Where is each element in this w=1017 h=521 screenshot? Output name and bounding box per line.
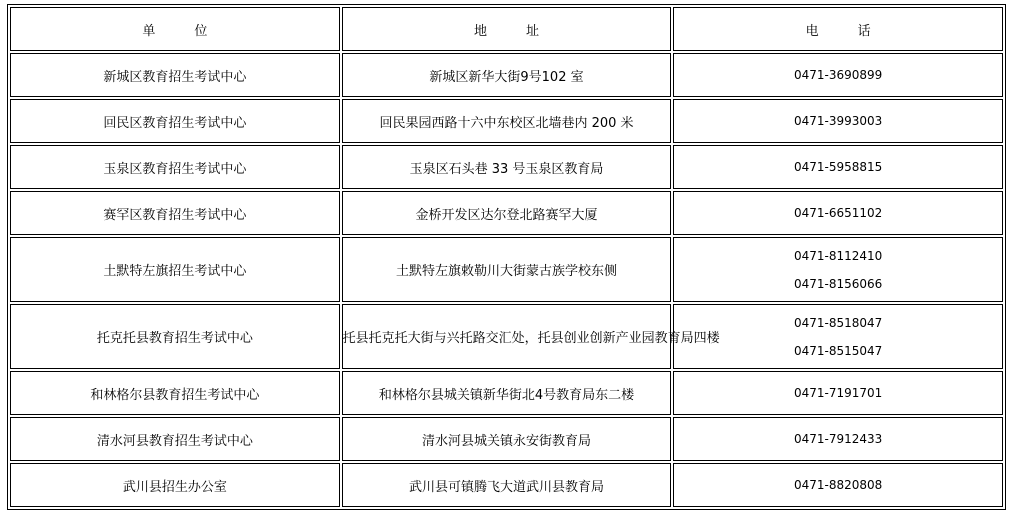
table-row <box>10 417 1003 461</box>
address-cell: 玉泉区石头巷 33 号玉泉区教育局 <box>342 145 672 189</box>
unit-cell: 新城区教育招生考试中心 <box>10 53 340 97</box>
header-address: 地 址 <box>342 7 672 51</box>
table-row <box>10 463 1003 507</box>
phone-cell <box>673 53 1003 97</box>
address-cell: 和林格尔县城关镇新华街北4号教育局东二楼 <box>342 371 672 415</box>
table-row <box>10 99 1003 143</box>
phone-number: 0471-3690899 <box>794 67 883 82</box>
address-cell: 托县托克托大街与兴托路交汇处，托县创业创新产业园教育局四楼 <box>342 304 672 369</box>
unit-cell: 赛罕区教育招生考试中心 <box>10 191 340 235</box>
table-row <box>10 53 1003 97</box>
contact-table-wrapper <box>7 4 1006 510</box>
unit-cell: 托克托县教育招生考试中心 <box>10 304 340 369</box>
unit-cell: 土默特左旗招生考试中心 <box>10 237 340 302</box>
address-cell: 回民果园西路十六中东校区北墙巷内 200 米 <box>342 99 672 143</box>
table-row <box>10 371 1003 415</box>
phone-list <box>674 249 1002 291</box>
phone-number: 0471-8515047 <box>794 343 883 358</box>
unit-cell: 和林格尔县教育招生考试中心 <box>10 371 340 415</box>
phone-number: 0471-8820808 <box>794 477 883 492</box>
table-row <box>10 237 1003 302</box>
address-cell: 清水河县城关镇永安街教育局 <box>342 417 672 461</box>
phone-number: 0471-7191701 <box>794 385 883 400</box>
phone-cell <box>673 371 1003 415</box>
phone-cell <box>673 304 1003 369</box>
address-cell: 土默特左旗敕勒川大街蒙古族学校东侧 <box>342 237 672 302</box>
address-cell: 武川县可镇腾飞大道武川县教育局 <box>342 463 672 507</box>
phone-cell <box>673 145 1003 189</box>
unit-cell: 武川县招生办公室 <box>10 463 340 507</box>
unit-cell: 玉泉区教育招生考试中心 <box>10 145 340 189</box>
unit-cell: 清水河县教育招生考试中心 <box>10 417 340 461</box>
address-cell: 新城区新华大街9号102 室 <box>342 53 672 97</box>
phone-number: 0471-8156066 <box>794 276 883 291</box>
table-row <box>10 304 1003 369</box>
phone-cell <box>673 463 1003 507</box>
table-row <box>10 145 1003 189</box>
phone-list <box>674 316 1002 358</box>
phone-number: 0471-8112410 <box>794 248 883 263</box>
header-phone: 电 话 <box>673 7 1003 51</box>
table-header-row <box>10 7 1003 51</box>
phone-cell <box>673 191 1003 235</box>
phone-number: 0471-8518047 <box>794 315 883 330</box>
unit-cell: 回民区教育招生考试中心 <box>10 99 340 143</box>
phone-cell <box>673 99 1003 143</box>
header-unit: 单 位 <box>10 7 340 51</box>
phone-number: 0471-7912433 <box>794 431 883 446</box>
phone-number: 0471-5958815 <box>794 159 883 174</box>
table-row <box>10 191 1003 235</box>
phone-number: 0471-6651102 <box>794 205 883 220</box>
phone-cell <box>673 417 1003 461</box>
address-cell: 金桥开发区达尔登北路赛罕大厦 <box>342 191 672 235</box>
phone-number: 0471-3993003 <box>794 113 883 128</box>
contact-table <box>7 4 1006 510</box>
phone-cell <box>673 237 1003 302</box>
